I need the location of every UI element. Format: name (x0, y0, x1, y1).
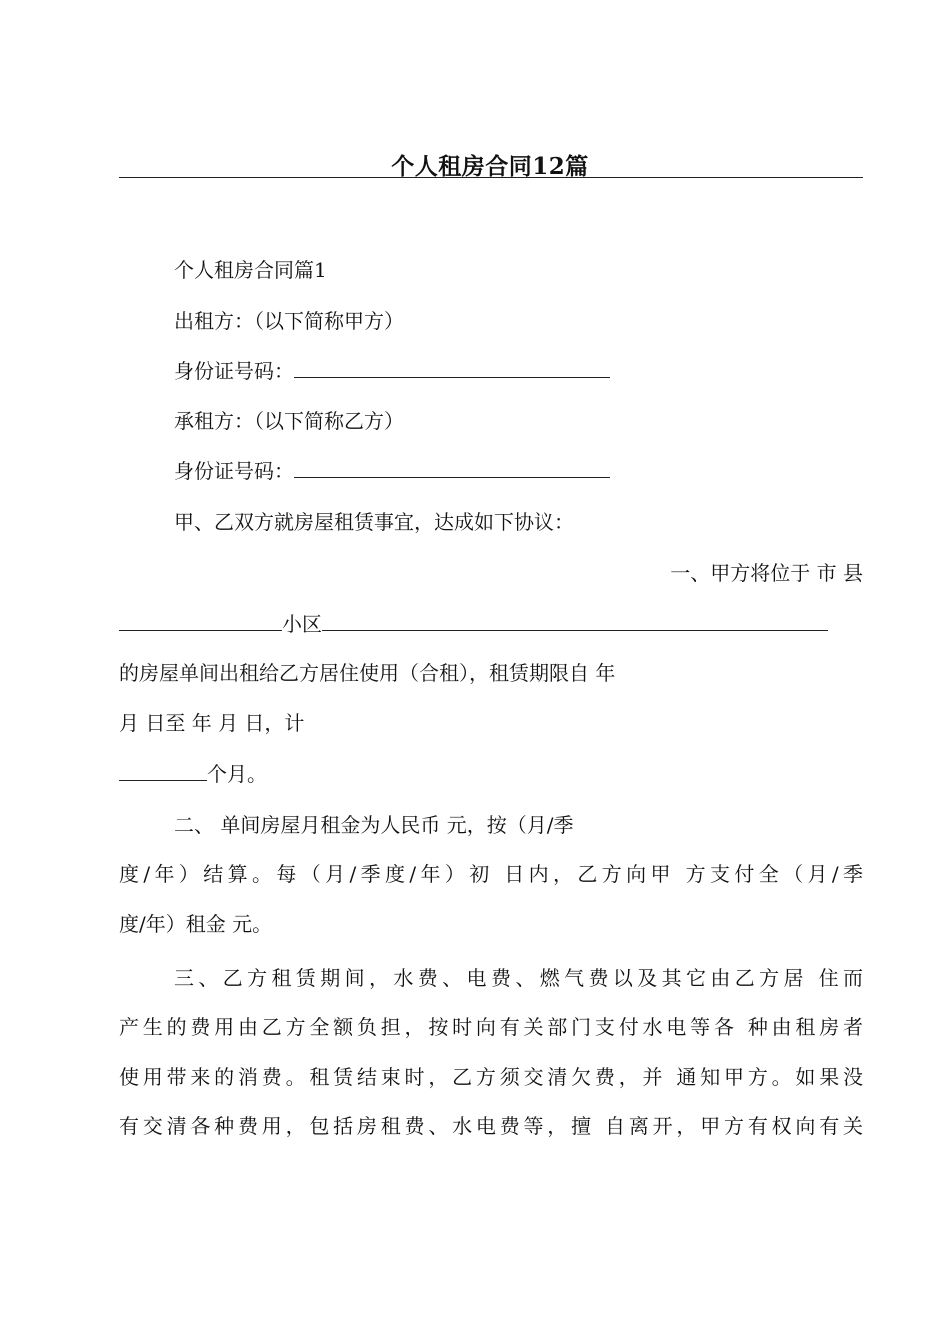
clause-1-line-3: 的房屋单间出租给乙方居住使用（合租），租赁期限自 年 (119, 661, 616, 685)
lessor-line: 出租方：（以下简称甲方） (174, 309, 404, 333)
document-title: 个人租房合同12篇 (391, 153, 589, 180)
address-blank (322, 610, 828, 631)
community-blank (119, 610, 282, 631)
clause-2-line-2: 度/年）结算。每（月/季度/年）初 日内，乙方向甲 方支付全（月/季 (119, 862, 863, 886)
lessee-line: 承租方：（以下简称乙方） (174, 409, 404, 433)
id-number-label: 身份证号码： (174, 459, 294, 483)
id-number-blank (294, 357, 610, 378)
community-label: 小区 (282, 612, 322, 636)
clause-2-line-1: 二、 单间房屋月租金为人民币 元，按（月/季 (174, 813, 574, 837)
title-underline (119, 177, 863, 178)
clause-1-line-2 (119, 610, 828, 638)
clause-3-line-1: 三、乙方租赁期间，水费、电费、燃气费以及其它由乙方居 住而 (174, 966, 863, 990)
intro-line: 甲、乙双方就房屋租赁事宜，达成如下协议： (174, 510, 574, 534)
section-heading: 个人租房合同篇1 (174, 258, 327, 282)
clause-3-line-3: 使用带来的消费。租赁结束时，乙方须交清欠费，并 通知甲方。如果没 (119, 1065, 863, 1089)
clause-1-line-5 (119, 760, 267, 788)
id-number-line-1 (174, 357, 610, 385)
clause-1-line-1: 一、甲方将位于 市 县 (670, 561, 863, 585)
clause-2-line-3: 度/年）租金 元。 (119, 912, 273, 936)
id-number-label: 身份证号码： (174, 359, 294, 383)
id-number-line-2 (174, 457, 610, 485)
id-number-blank (294, 457, 610, 478)
clause-1-line-4: 月 日至 年 月 日，计 (119, 711, 305, 735)
clause-3-line-2: 产生的费用由乙方全额负担，按时向有关部门支付水电等各 种由租房者 (119, 1015, 863, 1039)
clause-3-line-4: 有交清各种费用，包括房租费、水电费等，擅 自离开，甲方有权向有关 (119, 1114, 863, 1138)
months-blank (119, 760, 207, 781)
months-label: 个月。 (207, 762, 267, 786)
